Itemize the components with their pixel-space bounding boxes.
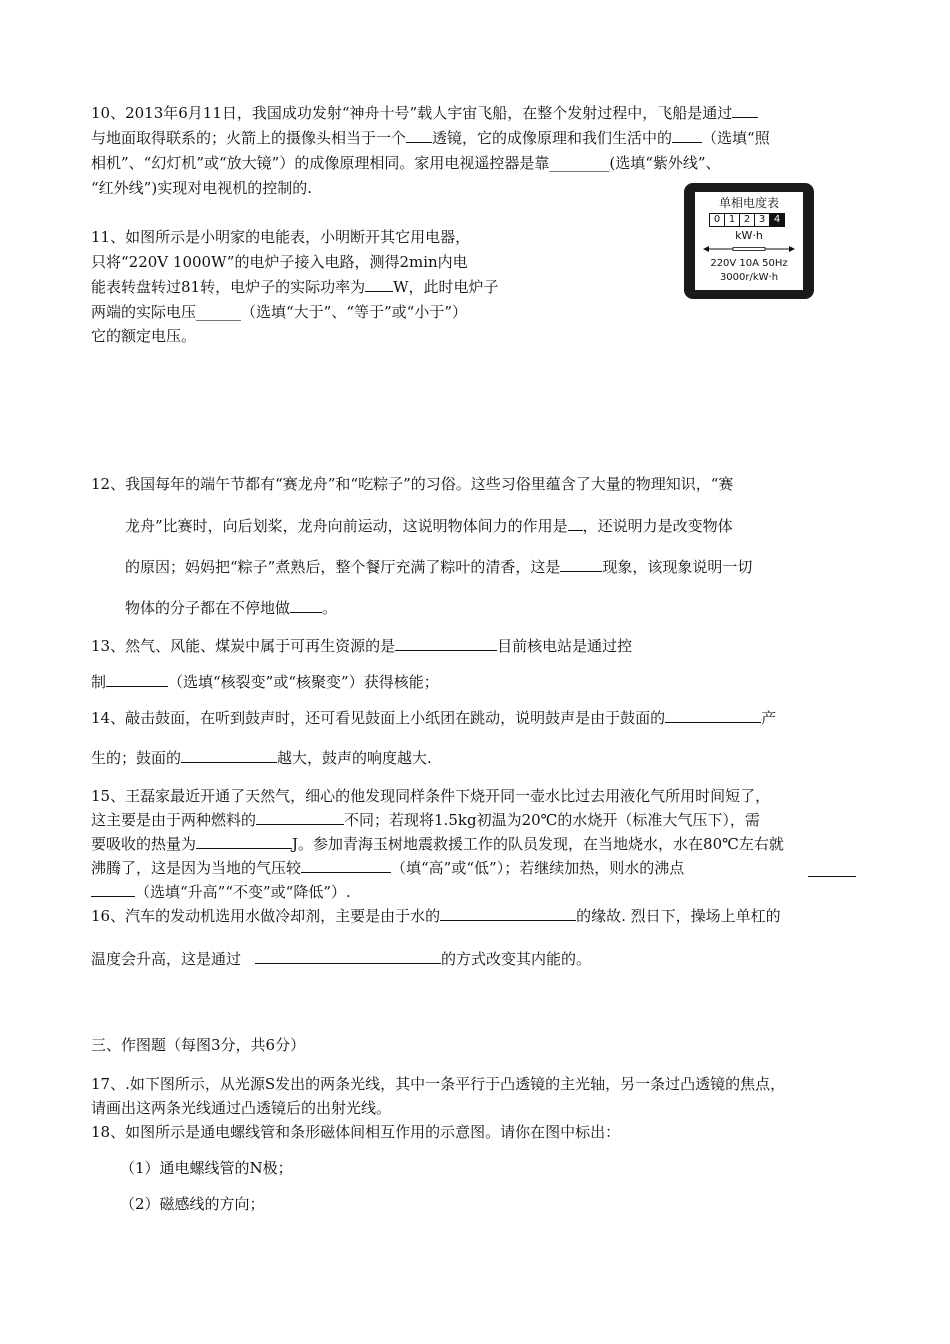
meter-digits: [709, 213, 784, 227]
q10-line-3: 相机”、“幻灯机”或“放大镜”）的成像原理相同。家用电视遥控器是靠________(选填“紫外线”、: [91, 154, 721, 172]
meter-face: [695, 192, 803, 290]
answer-blank[interactable]: [672, 128, 702, 143]
q18-item-2: （2）磁感线的方向；: [120, 1195, 265, 1213]
q12-line-1: 12、我国每年的端午节都有“赛龙舟”和“吃粽子”的习俗。这些习俗里蕴含了大量的物理知识，“赛: [91, 475, 734, 493]
meter-title: 单相电度表: [718, 196, 779, 210]
q15-line-5: （选填“升高”“不变”或“降低”）.: [91, 882, 351, 902]
answer-blank[interactable]: [568, 516, 583, 531]
q17-line-1: 17、.如下图所示，从光源S发出的两条光线，其中一条平行于凸透镜的主光轴，另一条过凸透镜的焦点，: [91, 1075, 786, 1093]
answer-blank[interactable]: [196, 834, 292, 849]
q12-line-2: 龙舟”比赛时，向后划桨，龙舟向前运动，这说明物体间力的作用是 ，还说明力是改变物体: [125, 517, 733, 535]
answer-blank[interactable]: [255, 949, 441, 964]
q10-line-2: 与地面取得联系的；火箭上的摄像头相当于一个 透镜，它的成像原理和我们生活中的 （选填“照: [91, 129, 770, 147]
answer-blank[interactable]: [395, 636, 497, 651]
q10-line-1: 10、2013年6月11日，我国成功发射“神舟十号”载人宇宙飞船，在整个发射过程中，飞船是通过: [91, 103, 758, 123]
meter-digit: 2: [739, 213, 755, 227]
meter-spec-rating: 220V 10A 50Hz: [710, 258, 788, 269]
q12-line-4: 物体的分子都在不停地做 。: [125, 599, 338, 617]
q13-line-1: 13、然气、风能、煤炭中属于可再生资源的是 目前核电站是通过控: [91, 637, 633, 655]
q10-line-4: “红外线”)实现对电视机的控制的.: [91, 179, 312, 197]
q13-line-2: 制 （选填“核裂变”或“核聚变”）获得核能；: [91, 673, 439, 691]
meter-spec-constant: 3000r/kW·h: [719, 272, 779, 283]
q11-line-1: 11、如图所示是小明家的电能表，小明断开其它用电器，: [91, 228, 471, 246]
q12-line-3: 的原因；妈妈把“粽子”煮熟后，整个餐厅充满了粽叶的清香，这是 现象，该现象说明一切: [125, 558, 753, 576]
meter-digit: 3: [754, 213, 770, 227]
q15-line-1: 15、王磊家最近开通了天然气，细心的他发现同样条件下烧开同一壶水比过去用液化气所用时间短了，: [91, 787, 771, 805]
answer-blank[interactable]: [106, 672, 168, 687]
meter-digit-decimal: 4: [769, 213, 785, 227]
answer-blank[interactable]: [181, 748, 277, 763]
answer-blank[interactable]: [560, 557, 602, 572]
answer-blank[interactable]: [665, 708, 761, 723]
q14-line-2: 生的；鼓面的 越大，鼓声的响度越大.: [91, 749, 432, 767]
electric-meter-figure: [684, 183, 814, 299]
answer-blank[interactable]: [732, 103, 758, 118]
answer-blank[interactable]: [406, 128, 432, 143]
q16-line-1: 16、汽车的发动机选用水做冷却剂，主要是由于水的 的缘故. 烈日下，操场上单杠的: [91, 907, 781, 925]
answer-blank[interactable]: [256, 810, 344, 825]
q18-item-1: （1）通电螺线管的N极；: [120, 1159, 293, 1177]
q15-line-4: 沸腾了，这是因为当地的气压较 （填“高”或“低”）；若继续加热，则水的沸点: [91, 859, 685, 877]
answer-blank[interactable]: [365, 277, 393, 292]
answer-blank[interactable]: [440, 906, 576, 921]
q18-line-1: 18、如图所示是通电螺线管和条形磁体间相互作用的示意图。请你在图中标出：: [91, 1123, 621, 1141]
q11-line-5: 它的额定电压。: [91, 327, 197, 345]
answer-blank[interactable]: [91, 882, 135, 897]
meter-disc-arrow-icon: [703, 246, 795, 252]
meter-digit: 1: [724, 213, 740, 227]
answer-blank[interactable]: [301, 858, 391, 873]
q15-line-2: 这主要是由于两种燃料的 不同；若现将1.5kg初温为20℃的水烧开（标准大气压下），需: [91, 811, 760, 829]
q11-line-3: 能表转盘转过81转，电炉子的实际功率为 W，此时电炉子: [91, 278, 499, 296]
q11-line-4: 两端的实际电压______（选填“大于”、“等于”或“小于”）: [91, 303, 468, 321]
q16-line-2: 温度会升高，这是通过 的方式改变其内能的。: [91, 950, 592, 968]
meter-digit: 0: [709, 213, 725, 227]
answer-blank[interactable]: [290, 598, 322, 613]
q14-line-1: 14、敲击鼓面，在听到鼓声时，还可看见鼓面上小纸团在跳动，说明鼓声是由于鼓面的 产: [91, 709, 777, 727]
q11-line-2: 只将“220V 1000W”的电炉子接入电路，测得2min内电: [91, 253, 468, 271]
q17-line-2: 请画出这两条光线通过凸透镜后的出射光线。: [91, 1099, 392, 1117]
meter-unit: kW·h: [735, 229, 763, 242]
q15-line-3: 要吸收的热量为 J。参加青海玉树地震救援工作的队员发现，在当地烧水，水在80℃左右就: [91, 835, 784, 853]
answer-blank[interactable]: [808, 862, 856, 877]
section-3-title: 三、作图题（每图3分，共6分）: [91, 1036, 306, 1054]
